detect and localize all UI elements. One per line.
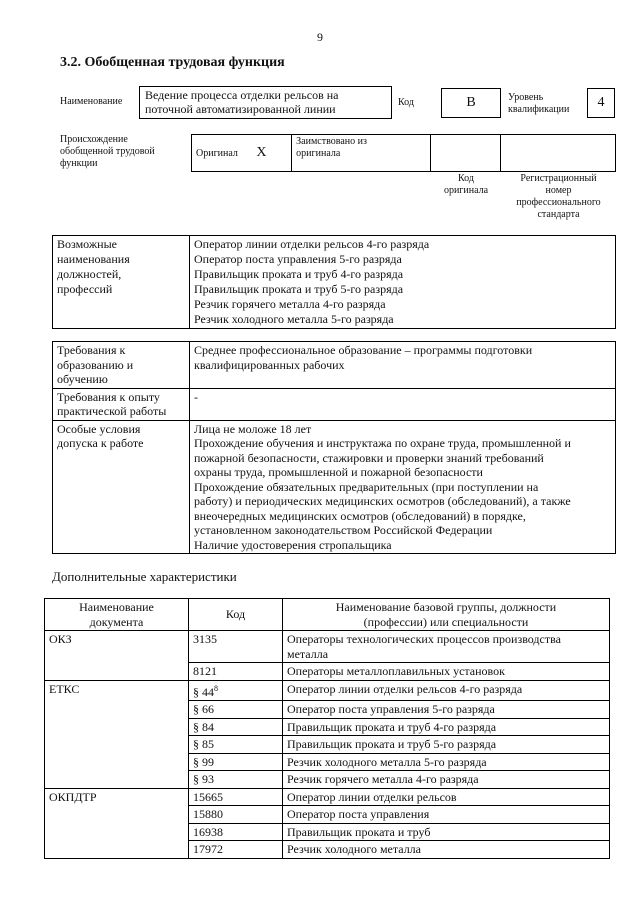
reg-caption-line: стандарта bbox=[537, 209, 580, 220]
original-mark: X bbox=[256, 144, 267, 160]
row-code bbox=[189, 631, 283, 663]
req-label-line: практической работы bbox=[57, 404, 167, 418]
reg-caption-line: номер bbox=[545, 185, 572, 196]
positions-label-line: Возможные bbox=[57, 237, 117, 251]
row-code-text: 15880 bbox=[193, 807, 223, 821]
origin-label-line: Происхождение bbox=[60, 134, 128, 145]
row-name bbox=[283, 718, 610, 736]
table-row bbox=[45, 823, 610, 841]
page-number: 9 bbox=[317, 30, 323, 44]
name-label: Наименование bbox=[60, 96, 123, 107]
row-code-text: § 66 bbox=[193, 702, 214, 716]
level-value: 4 bbox=[587, 88, 615, 118]
table-row bbox=[45, 663, 610, 681]
positions-table bbox=[52, 235, 616, 329]
reg-caption-line: профессионального bbox=[516, 197, 601, 208]
row-code bbox=[189, 806, 283, 824]
code-caption-line: Код bbox=[458, 173, 474, 184]
position-item: Правильщик проката и труб 4-го разряда bbox=[194, 267, 404, 281]
origin-table bbox=[191, 134, 616, 172]
row-document bbox=[45, 753, 189, 771]
row-code bbox=[189, 788, 283, 806]
req-education-value bbox=[190, 342, 616, 389]
row-name bbox=[283, 663, 610, 681]
origin-code-cell bbox=[430, 135, 500, 172]
header-code bbox=[189, 599, 283, 631]
req-value-line: работу) и периодических медицинских осмотров (обследований), а также bbox=[194, 494, 571, 508]
row-name bbox=[283, 771, 610, 789]
origin-label-line: обобщенной трудовой bbox=[60, 146, 155, 157]
code-caption bbox=[431, 173, 501, 197]
borrowed-label-line: оригинала bbox=[296, 148, 341, 159]
req-label-line: Требования к bbox=[57, 343, 126, 357]
footnote-mark: 8 bbox=[214, 683, 218, 693]
row-code bbox=[189, 841, 283, 859]
row-code-text: § 99 bbox=[193, 754, 214, 769]
level-label-line: Уровень bbox=[508, 92, 544, 103]
row-code-text: 3135 bbox=[193, 632, 217, 646]
row-name bbox=[283, 788, 610, 806]
reg-caption bbox=[501, 173, 616, 221]
row-code-text: § 93 bbox=[193, 772, 214, 786]
row-code bbox=[189, 718, 283, 736]
name-value-line: поточной автоматизированной линии bbox=[145, 102, 336, 116]
row-document bbox=[45, 806, 189, 824]
origin-label-line: функции bbox=[60, 158, 98, 169]
header-line: Наименование базовой группы, должности bbox=[335, 600, 557, 614]
req-value-line: охраны труда, промышленной и пожарной безопасности bbox=[194, 465, 483, 479]
row-code-text: 16938 bbox=[193, 824, 223, 839]
positions-label-line: профессий bbox=[57, 282, 113, 296]
row-code-text: 17972 bbox=[193, 842, 223, 856]
position-item: Оператор поста управления 5-го разряда bbox=[194, 252, 402, 266]
table-row bbox=[45, 753, 610, 771]
row-name-line: Резчик холодного металла 5-го разряда bbox=[287, 754, 487, 769]
req-experience-value bbox=[190, 388, 616, 420]
positions-label-line: должностей, bbox=[57, 267, 122, 281]
row-code-text: § 44 bbox=[193, 684, 214, 699]
table-row bbox=[45, 771, 610, 789]
row-name bbox=[283, 823, 610, 841]
name-value-line: Ведение процесса отделки рельсов на bbox=[145, 88, 339, 102]
table-row bbox=[45, 701, 610, 719]
origin-original-cell bbox=[192, 135, 292, 172]
original-label: Оригинал bbox=[196, 147, 238, 159]
position-item: Резчик холодного металла 5-го разряда bbox=[194, 312, 394, 326]
header-name bbox=[283, 599, 610, 631]
row-name-line: Оператор поста управления bbox=[287, 807, 430, 821]
code-value: В bbox=[441, 88, 501, 118]
row-name-line: Правильщик проката и труб bbox=[287, 824, 431, 839]
req-value-line: Прохождение обучения и инструктажа по охране труда, промышленной и bbox=[194, 436, 571, 450]
row-name-line: Резчик холодного металла bbox=[287, 842, 421, 856]
table-row bbox=[45, 631, 610, 663]
req-label-line: Особые условия bbox=[57, 421, 141, 436]
positions-label-line: наименования bbox=[57, 252, 130, 266]
section-title: 3.2. Обобщенная трудовая функция bbox=[60, 55, 285, 70]
header-line: Наименование bbox=[79, 600, 154, 614]
row-name-line: Оператор поста управления 5-го разряда bbox=[287, 702, 495, 716]
req-value-line: - bbox=[194, 389, 198, 404]
additional-table bbox=[44, 598, 610, 859]
header-line: (профессии) или специальности bbox=[363, 614, 529, 629]
row-code-text: 15665 bbox=[193, 789, 223, 804]
row-name bbox=[283, 631, 610, 663]
req-value-line: Лица не моложе 18 лет bbox=[194, 421, 312, 436]
requirements-table bbox=[52, 341, 616, 554]
row-name-line: металла bbox=[287, 646, 329, 661]
header-line: документа bbox=[89, 614, 144, 629]
reg-caption-line: Регистрационный bbox=[520, 173, 597, 184]
position-item: Оператор линии отделки рельсов 4-го разряда bbox=[194, 237, 430, 251]
row-document bbox=[45, 663, 189, 681]
header-document bbox=[45, 599, 189, 631]
req-label-line: образованию и bbox=[57, 357, 134, 372]
level-label bbox=[508, 92, 569, 116]
req-value-line: установленном законодательством Российской Федерации bbox=[194, 523, 493, 537]
row-name-line: Оператор линии отделки рельсов 4-го разряда bbox=[287, 681, 523, 696]
additional-title: Дополнительные характеристики bbox=[52, 569, 237, 584]
row-name-line: Операторы металлоплавильных установок bbox=[287, 664, 505, 678]
borrowed-label-line: Заимствовано из bbox=[296, 136, 367, 147]
req-education-label bbox=[53, 342, 190, 389]
req-label-line: допуска к работе bbox=[57, 436, 144, 450]
row-name-line: Правильщик проката и труб 5-го разряда bbox=[287, 737, 497, 751]
row-document bbox=[45, 736, 189, 754]
origin-borrowed-cell bbox=[292, 135, 431, 172]
code-label: Код bbox=[398, 97, 414, 108]
table-row bbox=[45, 806, 610, 824]
positions-list bbox=[190, 236, 616, 329]
req-experience-label bbox=[53, 388, 190, 420]
row-code-text: § 85 bbox=[193, 737, 214, 751]
table-row bbox=[45, 718, 610, 736]
row-document bbox=[45, 771, 189, 789]
name-value bbox=[139, 86, 392, 119]
row-name-line: Операторы технологических процессов производства bbox=[287, 632, 561, 646]
row-code-text: 8121 bbox=[193, 664, 217, 678]
req-value-line: квалифицированных рабочих bbox=[194, 357, 345, 372]
row-name bbox=[283, 753, 610, 771]
row-name bbox=[283, 841, 610, 859]
table-row bbox=[45, 788, 610, 806]
row-code bbox=[189, 753, 283, 771]
req-admission-label bbox=[53, 420, 190, 554]
row-code-text: § 84 bbox=[193, 719, 214, 734]
row-name bbox=[283, 806, 610, 824]
code-caption-line: оригинала bbox=[443, 185, 489, 196]
req-value-line: Среднее профессиональное образование – программы подготовки bbox=[194, 343, 533, 357]
row-document bbox=[45, 701, 189, 719]
row-name-line: Резчик горячего металла 4-го разряда bbox=[287, 772, 479, 786]
row-name-line: Оператор линии отделки рельсов bbox=[287, 789, 457, 804]
table-row bbox=[45, 680, 610, 701]
req-admission-value bbox=[190, 420, 616, 554]
row-code bbox=[189, 680, 283, 701]
table-row bbox=[45, 736, 610, 754]
req-value-line: Наличие удостоверения стропальщика bbox=[194, 537, 392, 552]
row-document bbox=[45, 823, 189, 841]
position-item: Резчик горячего металла 4-го разряда bbox=[194, 297, 386, 311]
row-name bbox=[283, 680, 610, 701]
level-label-line: квалификации bbox=[508, 104, 570, 115]
row-code bbox=[189, 701, 283, 719]
position-item: Правильщик проката и труб 5-го разряда bbox=[194, 282, 404, 296]
row-document: ЕТКС bbox=[45, 680, 189, 701]
row-code bbox=[189, 771, 283, 789]
table-row bbox=[45, 841, 610, 859]
row-name bbox=[283, 736, 610, 754]
row-name-line: Правильщик проката и труб 4-го разряда bbox=[287, 719, 497, 734]
row-code bbox=[189, 736, 283, 754]
row-document: ОКЗ bbox=[45, 631, 189, 663]
row-document bbox=[45, 718, 189, 736]
row-code bbox=[189, 823, 283, 841]
row-document bbox=[45, 841, 189, 859]
origin-label bbox=[60, 134, 155, 170]
req-label-line: Требования к опыту bbox=[57, 389, 160, 404]
req-label-line: обучению bbox=[57, 372, 108, 386]
req-value-line: Прохождение обязательных предварительных (при поступлении на bbox=[194, 479, 539, 494]
row-code bbox=[189, 663, 283, 681]
req-value-line: внеочередных медицинских осмотров (обследований) в порядке, bbox=[194, 508, 526, 523]
positions-label bbox=[53, 236, 190, 329]
row-document: ОКПДТР bbox=[45, 788, 189, 806]
row-name bbox=[283, 701, 610, 719]
origin-reg-cell bbox=[500, 135, 615, 172]
header-line: Код bbox=[225, 607, 246, 622]
req-value-line: пожарной безопасности, стажировки и проверки знаний требований bbox=[194, 450, 544, 465]
